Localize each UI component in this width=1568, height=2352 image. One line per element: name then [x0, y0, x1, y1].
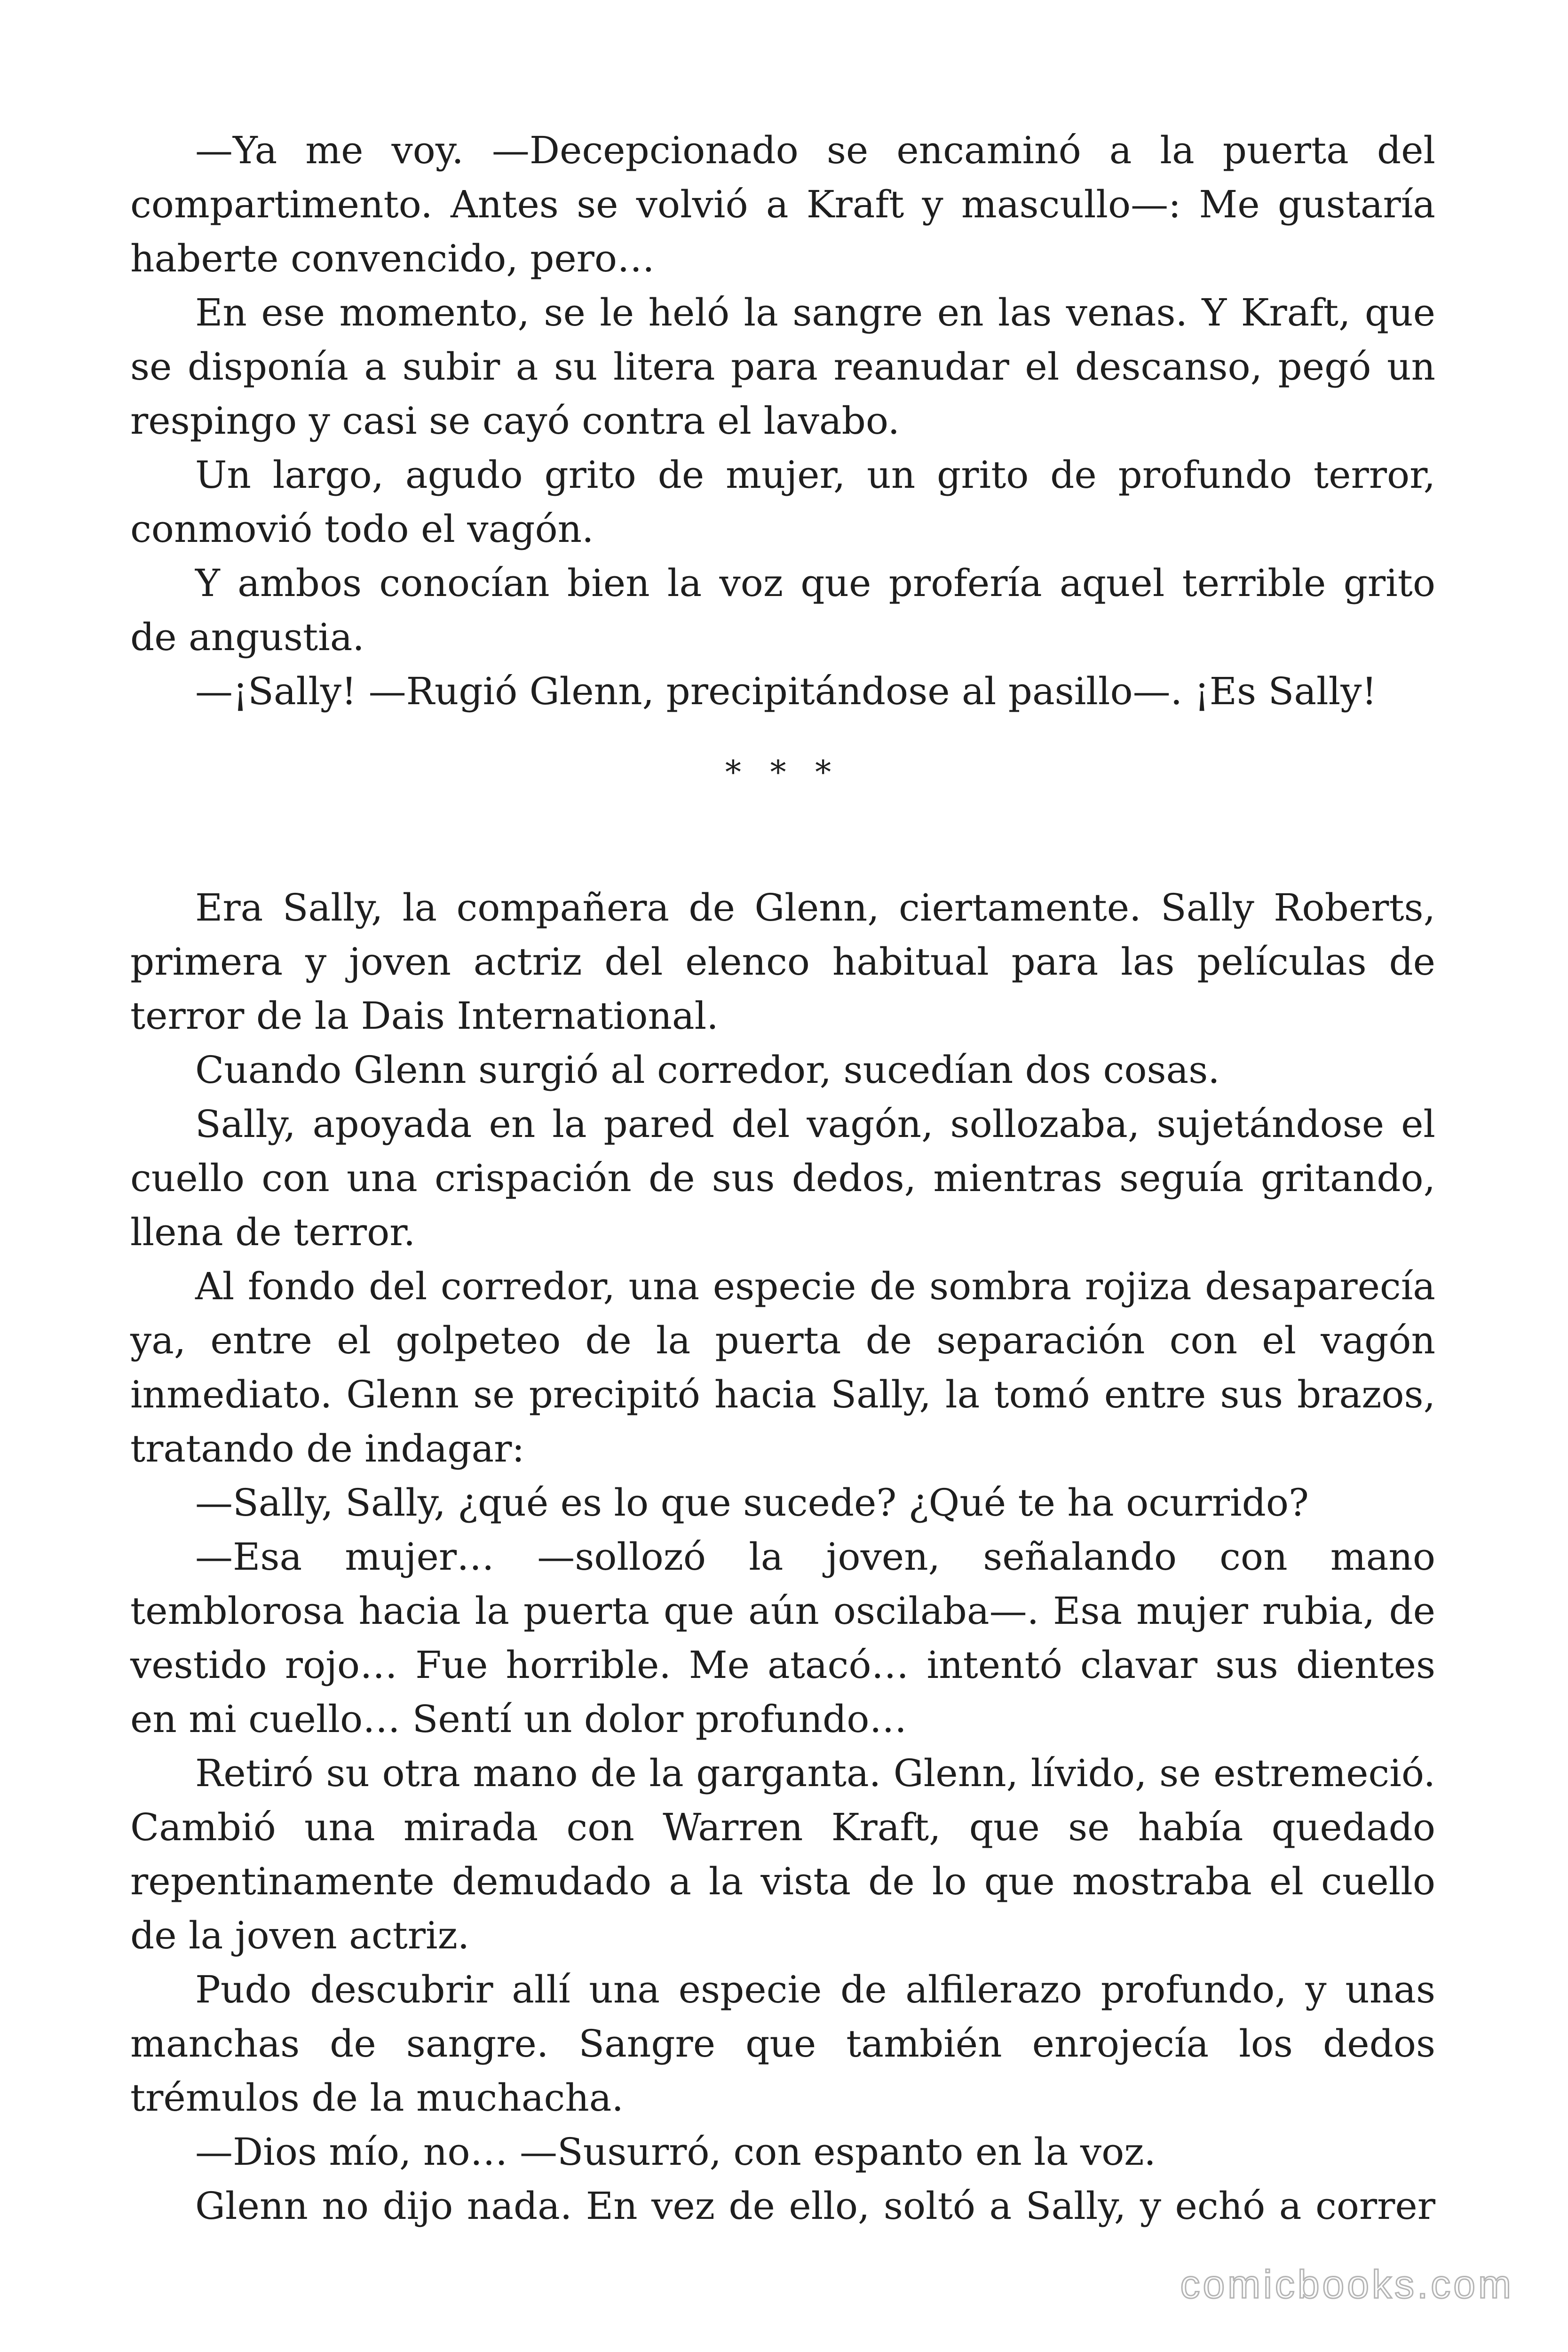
paragraph: —Esa mujer… —sollozó la joven, señalando con mano temblorosa hacia la puerta que aún oscilaba—. Esa mujer rubia, de vestido rojo… Fue horrible. Me atacó… intentó clavar sus dientes en mi cuello… Sentí un dolor profundo…: [130, 1535, 1435, 1741]
paragraph: Sally, apoyada en la pared del vagón, sollozaba, sujetándose el cuello con una crispación de sus dedos, mientras seguía gritando, llena de terror.: [130, 1102, 1435, 1254]
scene-separator: * * *: [725, 754, 841, 791]
paragraph: En ese momento, se le heló la sangre en las venas. Y Kraft, que se disponía a subir a su litera para reanudar el descanso, pegó un respingo y casi se cayó contra el lavabo.: [130, 291, 1435, 443]
paragraph: Un largo, agudo grito de mujer, un grito de profundo terror, conmovió todo el vagón.: [130, 453, 1435, 551]
book-page: [130, 123, 1435, 2233]
paragraph: Era Sally, la compañera de Glenn, ciertamente. Sally Roberts, primera y joven actriz del elenco habitual para las películas de terror de la Dais International.: [130, 886, 1435, 1038]
paragraph: —Ya me voy. —Decepcionado se encaminó a la puerta del compartimento. Antes se volvió a Kraft y mascullo—: Me gustaría haberte convencido, pero…: [130, 128, 1435, 280]
paragraph: Y ambos conocían bien la voz que profería aquel terrible grito de angustia.: [130, 561, 1435, 659]
paragraph: —Dios mío, no… —Susurró, con espanto en la voz.: [195, 2130, 1156, 2174]
paragraph: Retiró su otra mano de la garganta. Glenn, lívido, se estremeció. Cambió una mirada con Warren Kraft, que se había quedado repentinamente demudado a la vista de lo que mostraba el cuello de la joven actriz.: [130, 1751, 1435, 1957]
paragraph: Pudo descubrir allí una especie de alfilerazo profundo, y unas manchas de sangre. Sangre que también enrojecía los dedos trémulos de la muchacha.: [130, 1968, 1435, 2120]
paragraph: —Sally, Sally, ¿qué es lo que sucede? ¿Qué te ha ocurrido?: [195, 1481, 1309, 1525]
site-watermark: comicbooks.com: [1180, 2262, 1514, 2306]
paragraph: —¡Sally! —Rugió Glenn, precipitándose al pasillo—. ¡Es Sally!: [195, 669, 1377, 713]
paragraph: Al fondo del corredor, una especie de sombra rojiza desaparecía ya, entre el golpeteo de la puerta de separación con el vagón inmediato. Glenn se precipitó hacia Sally, la tomó entre sus brazos, tratando de indagar:: [130, 1264, 1435, 1470]
paragraph-continued: Glenn no dijo nada. En vez de ello, soltó a Sally, y echó a correr: [195, 2184, 1435, 2228]
paragraph: Cuando Glenn surgió al corredor, sucedían dos cosas.: [195, 1048, 1220, 1092]
